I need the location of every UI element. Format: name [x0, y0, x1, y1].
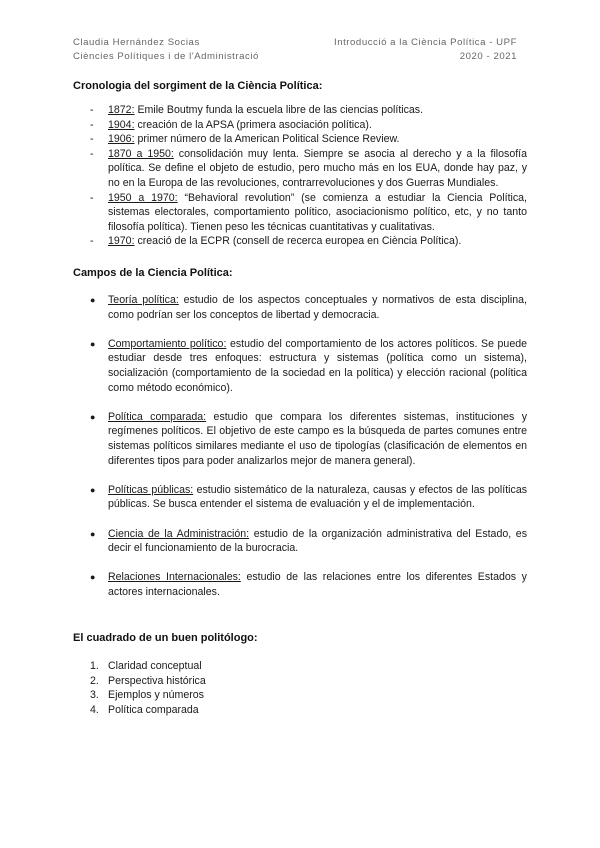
list-item — [90, 659, 527, 674]
list-item — [90, 570, 527, 599]
header-author: Claudia Hernández Socias — [73, 37, 200, 48]
list-item — [90, 118, 527, 133]
item-term: 1970: — [108, 235, 135, 248]
dash-marker: - — [90, 118, 94, 131]
list-item — [90, 703, 527, 718]
dash-marker: - — [90, 147, 94, 160]
item-term: 1904: — [108, 118, 135, 131]
item-term: 1950 a 1970: — [108, 191, 178, 204]
list-item — [90, 527, 527, 556]
item-number: 4. — [90, 703, 99, 716]
square-list — [90, 659, 527, 717]
list-item — [90, 191, 527, 235]
item-text: Ejemplos y números — [108, 689, 204, 702]
item-term: 1906: — [108, 133, 135, 146]
dash-marker: - — [90, 133, 94, 146]
item-text: Política comparada — [108, 703, 199, 716]
list-item — [90, 483, 527, 512]
item-number: 2. — [90, 674, 99, 687]
header-year: 2020 - 2021 — [459, 51, 517, 62]
bullet-icon: ● — [90, 338, 96, 349]
item-text: creació de la ECPR (consell de recerca europea en Ciència Política). — [134, 235, 462, 248]
list-item — [90, 293, 527, 322]
item-text: estudio de las relaciones entre los diferentes Estados y actores internacionales. — [108, 571, 527, 598]
bullet-icon: ● — [90, 484, 96, 495]
dash-marker: - — [90, 235, 94, 248]
fields-list — [90, 293, 527, 614]
item-text: Claridad conceptual — [108, 660, 202, 672]
item-term: Relaciones Internacionales: — [108, 571, 241, 584]
list-item — [90, 103, 527, 118]
bullet-icon: ● — [90, 411, 96, 422]
bullet-icon: ● — [90, 572, 96, 583]
chronology-list — [90, 103, 527, 249]
item-text: Emile Boutmy funda la escuela libre de las ciencias políticas. — [134, 104, 424, 116]
item-text: estudio que compara los diferentes sistemas, instituciones y regímenes políticos. El objetivo de este campo es la búsqueda de partes comunes entre sistemas políticos similares mediante el uso de tipologías (clasificación de elementos en diferentes tipos para poder analizarlos mejor de manera general). — [108, 410, 527, 467]
item-term: Teoría política: — [108, 294, 179, 306]
item-text: “Behavioral revolution” (se comienza a estudiar la Ciencia Política, sistemas electorales, comportamiento político, asociacionismo político, etc, y no tanto filosofía política). Tienen peso les técnicas cuantitativas y cualitativas. — [108, 191, 527, 233]
item-text: estudio de los aspectos conceptuales y normativos de esta disciplina, como podrían ser los conceptos de libertad y democracia. — [108, 294, 527, 321]
item-number: 1. — [90, 660, 99, 672]
item-term: 1870 a 1950: — [108, 147, 174, 160]
list-item — [90, 410, 527, 468]
header-course: Introducció a la Ciència Política - UPF — [333, 37, 517, 48]
item-term: Comportamiento político: — [108, 337, 227, 350]
bullet-icon: ● — [90, 295, 96, 305]
list-item — [90, 674, 527, 689]
item-text: primer número de la American Political Science Review. — [134, 133, 400, 146]
dash-marker: - — [90, 104, 94, 116]
item-term: Políticas públicas: — [108, 483, 194, 496]
item-number: 3. — [90, 689, 99, 702]
item-text: creación de la APSA (primera asociación política). — [134, 118, 372, 131]
item-text: estudio de la organización administrativa del Estado, es decir el funcionamiento de la burocracia. — [108, 527, 527, 555]
header-degree: Ciències Polítiques i de l'Administració — [73, 51, 259, 62]
list-item — [90, 132, 527, 147]
section-heading-fields: Campos de la Ciencia Política: — [73, 267, 233, 279]
item-text: consolidación muy lenta. Siempre se asocia al derecho y a la filosofía política. Se define el objeto de estudio, pero mucho más en los EUA, donde hay paz, y no en la Europa de las revoluciones, contrarrevoluciones y dos Guerras Mundiales. — [108, 147, 528, 189]
dash-marker: - — [90, 191, 94, 204]
item-term: Política comparada: — [108, 410, 207, 423]
item-text: Perspectiva histórica — [108, 674, 206, 687]
section-heading-square: El cuadrado de un buen politólogo: — [73, 632, 258, 644]
item-term: Ciencia de la Administración: — [108, 527, 250, 540]
item-text: estudio sistemático de la naturaleza, causas y efectos de las políticas públicas. Se busca entender el sistema de evaluación y el de implementación. — [108, 483, 528, 511]
list-item — [90, 234, 527, 249]
list-item — [90, 337, 527, 395]
item-term: 1872: — [108, 104, 135, 116]
bullet-icon: ● — [90, 528, 96, 539]
list-item — [90, 688, 527, 703]
section-heading-chronology: Cronologia del sorgiment de la Ciència Política: — [73, 80, 323, 92]
list-item — [90, 147, 527, 191]
item-text: estudio del comportamiento de los actores políticos. Se puede estudiar desde tres enfoques: estructura y sistemas (política como un sistema), socialización (comportamiento de la sociedad en la política) y elección racional (política como método económico). — [108, 337, 527, 394]
